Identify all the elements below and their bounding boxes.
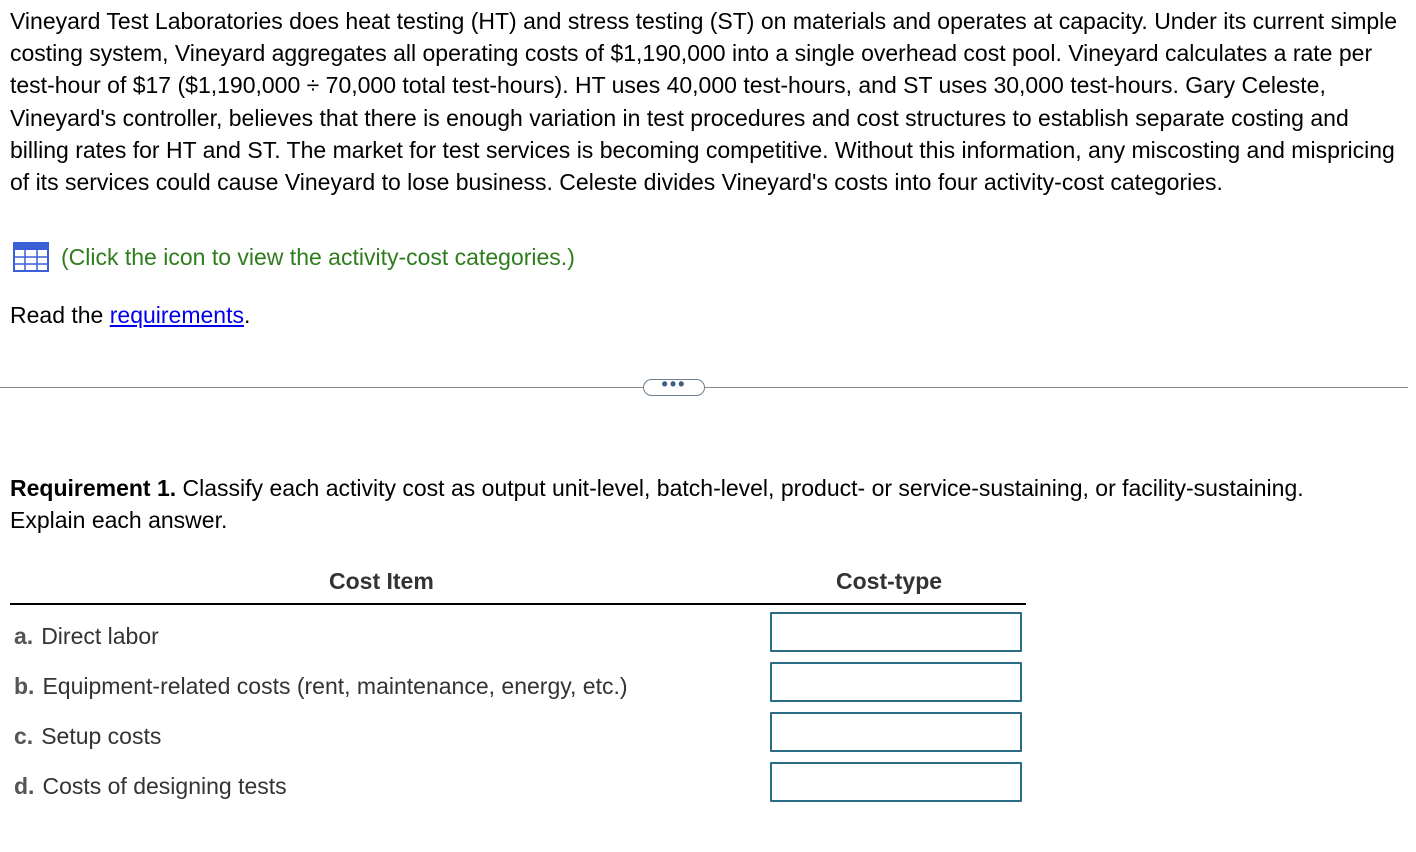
requirements-link[interactable]: requirements: [109, 302, 244, 328]
expand-collapse-button[interactable]: [643, 373, 705, 396]
cost-item-header: Cost Item: [329, 568, 434, 594]
cost-type-input-c[interactable]: [770, 712, 1022, 752]
cost-type-header: Cost-type: [836, 568, 943, 594]
requirement-1-title: Requirement 1.: [10, 475, 177, 501]
row-label: Equipment-related costs (rent, maintenance, energy, etc.): [42, 673, 628, 699]
ellipsis-icon: •••: [661, 373, 687, 394]
row-label: Setup costs: [41, 723, 162, 749]
activity-cost-categories-link[interactable]: [13, 240, 575, 274]
cost-type-input-d[interactable]: [770, 762, 1022, 802]
table-header-rule: [10, 603, 1026, 605]
row-label: Direct labor: [41, 623, 159, 649]
row-letter: b.: [14, 673, 35, 699]
activity-cost-categories-text[interactable]: (Click the icon to view the activity-cost categories.): [61, 243, 575, 270]
row-letter: d.: [14, 773, 35, 799]
read-requirements-suffix: .: [243, 302, 251, 328]
read-requirements-prefix: Read the: [10, 302, 110, 328]
read-requirements-line: [10, 299, 250, 331]
requirement-1-text: [10, 472, 1310, 536]
row-letter: c.: [14, 723, 34, 749]
requirement-1-body: Classify each activity cost as output unit-level, batch-level, product- or service-sustaining, or facility-sustaining. Explain each answer.: [10, 475, 1304, 534]
cost-type-input-b[interactable]: [770, 662, 1022, 702]
row-letter: a.: [14, 623, 34, 649]
table-grid-icon[interactable]: [13, 242, 49, 272]
cost-type-input-a[interactable]: [770, 612, 1022, 652]
cost-item-row-a: [14, 620, 159, 652]
row-label: Costs of designing tests: [42, 773, 287, 799]
problem-description: Vineyard Test Laboratories does heat testing (HT) and stress testing (ST) on materials and operates at capacity. Under its current simple costing system, Vineyard aggregates all operating costs of $1,190,000 into a single overhead cost pool. Vineyard calculates a rate per test-hour of $17 ($1,190,000 ÷ 70,000 total test-hours). HT uses 40,000 test-hours, and ST uses 30,000 test-hours. Gary Celeste, Vineyard's controller, believes that there is enough variation in test procedures and cost structures to establish separate costing and billing rates for HT and ST. The market for test services is becoming competitive. Without this information, any miscosting and mispricing of its services could cause Vineyard to lose business. Celeste divides Vineyard's costs into four activity-cost categories.: [10, 8, 1398, 196]
cost-item-row-c: [14, 720, 161, 752]
cost-item-row-b: [14, 670, 628, 702]
cost-item-row-d: [14, 770, 287, 802]
